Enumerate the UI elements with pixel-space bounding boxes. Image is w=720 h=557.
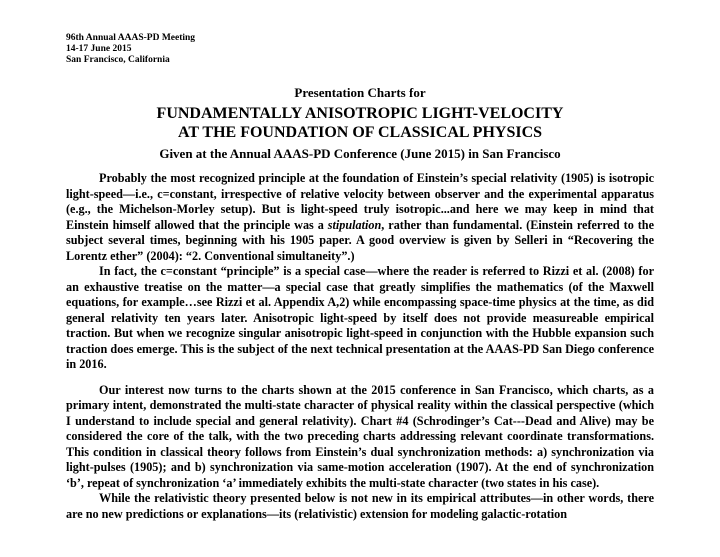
paragraph-4: While the relativistic theory presented below is not new in its empirical attributes—in other words, there are no new predictions or explanations—its (relativistic) extension for modeling galactic-rotation <box>66 491 654 521</box>
paragraph-1-part-a: Probably the most recognized principle at the foundation of Einstein’s special relativity (1905) is isotropic light-speed—i.e., c=constant, irrespective of relative velocity between observer and the experimental apparatus (e.g., the Michelson-Morley setup). But is light-speed truly isotropic...and here we may keep in mind that Einstein himself allowed that the principle was a <box>66 171 654 232</box>
conference-note: Given at the Annual AAAS-PD Conference (June 2015) in San Francisco <box>159 146 561 161</box>
meeting-location: San Francisco, California <box>66 55 170 65</box>
title-line-2: AT THE FOUNDATION OF CLASSICAL PHYSICS <box>177 124 543 141</box>
meeting-name: 96th Annual AAAS-PD Meeting <box>66 33 196 43</box>
body-text <box>66 171 654 522</box>
paragraph-1 <box>66 171 654 264</box>
paragraph-1-emphasis: stipulation <box>327 217 382 232</box>
paragraph-1-part-b: , rather than fundamental. (Einstein referred to the subject several times, beginning with his 1905 paper. A good overview is given by Selleri in “Recovering the Lorentz ether” (2004): “2. Conventional simultaneity”.) <box>66 217 654 263</box>
paragraph-2: In fact, the c=constant “principle” is a special case—where the reader is referred to Rizzi et al. (2008) for an exhaustive treatise on the matter—a special case that greatly simplifies the mathematics (of the Maxwell equations, for example…see Rizzi et al. Appendix A,2) while encompassing space-time physics at the time, as did general relativity ten years later. Anisotropic light-speed by itself does not provide measureable empirical traction. But when we recognize singular anisotropic light-speed in conjunction with the Hubble expansion such traction does emerge. This is the subject of the next technical presentation at the AAAS-PD San Diego conference in 2016. <box>66 264 654 371</box>
presentation-subtitle: Presentation Charts for <box>294 85 426 100</box>
title-line-1: FUNDAMENTALLY ANISOTROPIC LIGHT-VELOCITY <box>156 105 564 122</box>
paragraph-3: Our interest now turns to the charts shown at the 2015 conference in San Francisco, which charts, as a primary intent, demonstrated the multi-state character of physical reality within the classical perspective (which I understand to include special and general relativity). Chart #4 (Schrodinger’s Cat---Dead and Alive) may be considered the core of the talk, with the two preceding charts addressing relevant coordinate transformations. This condition in classical theory follows from Einstein’s dual synchronization methods: a) synchronization via light-pulses (1905); and b) synchronization via same-motion acceleration (1907). At the end of synchronization ‘b’, repeat of synchronization ‘a’ immediately exhibits the multi-state character (two states in his case). <box>66 382 654 490</box>
meeting-dates: 14-17 June 2015 <box>66 44 132 54</box>
meeting-header <box>66 33 195 66</box>
page-title <box>0 104 720 142</box>
